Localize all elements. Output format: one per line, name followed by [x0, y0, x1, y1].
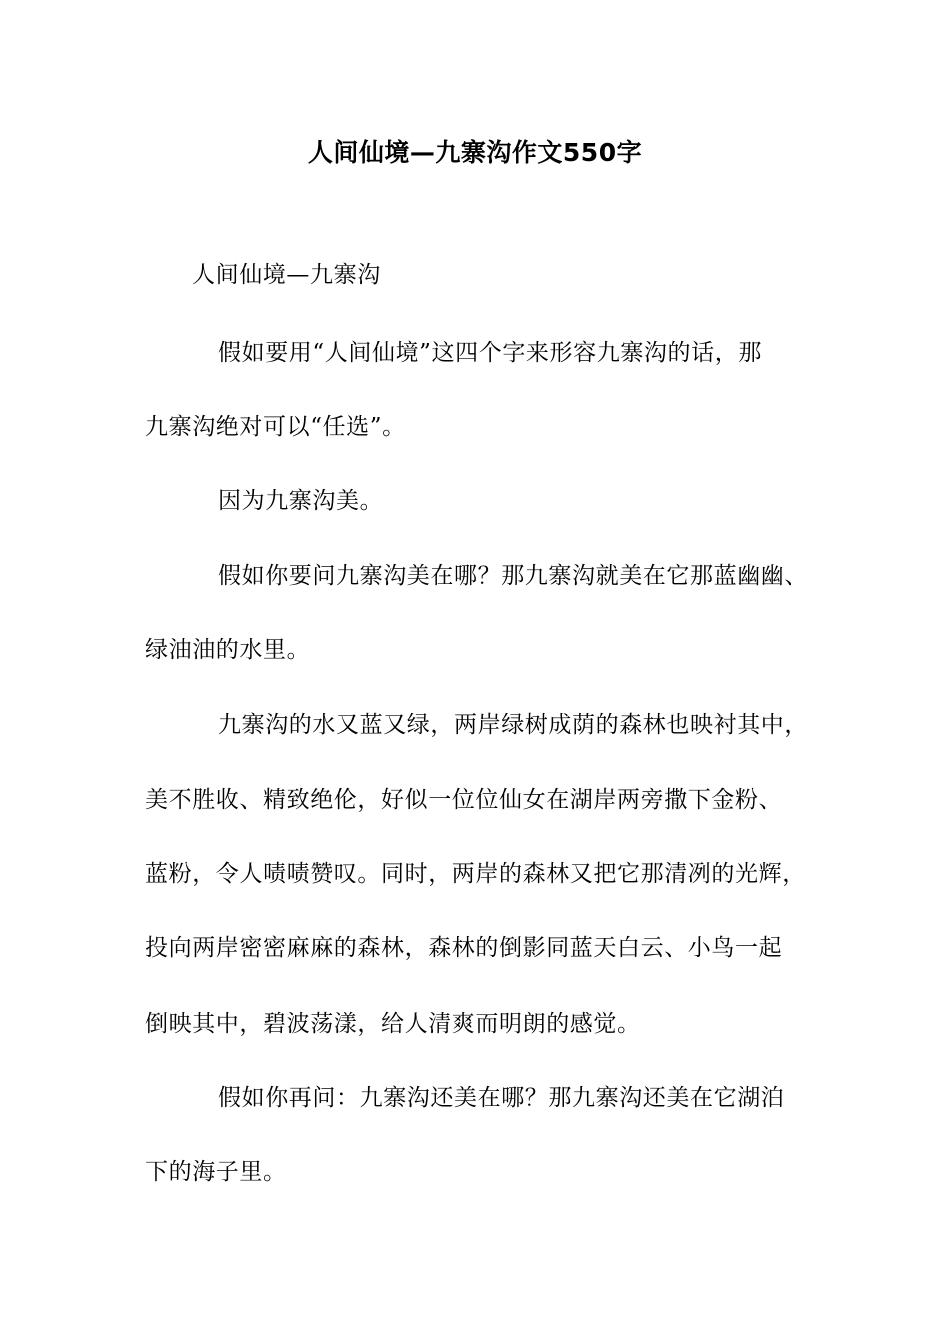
- paragraph-line: 绿油油的水里。: [145, 637, 311, 663]
- paragraph-line: 因为九寨沟美。: [218, 488, 384, 514]
- paragraph-line: 倒映其中，碧波荡漾，给人清爽而明朗的感觉。: [145, 1011, 641, 1037]
- essay-subtitle: 人间仙境—九寨沟: [192, 262, 381, 288]
- paragraph-line: 假如要用“人间仙境”这四个字来形容九寨沟的话，那: [218, 340, 762, 366]
- paragraph-line: 假如你再问：九寨沟还美在哪？那九寨沟还美在它湖泊: [218, 1085, 785, 1111]
- paragraph-line: 九寨沟的水又蓝又绿，两岸绿树成荫的森林也映衬其中，: [218, 712, 808, 738]
- paragraph-line: 蓝粉，令人啧啧赞叹。同时，两岸的森林又把它那清冽的光辉，: [145, 861, 806, 887]
- page-title: 人间仙境—九寨沟作文550字: [307, 138, 643, 167]
- paragraph-line: 九寨沟绝对可以“任选”。: [145, 414, 406, 440]
- paragraph-line: 假如你要问九寨沟美在哪？那九寨沟就美在它那蓝幽幽、: [218, 563, 808, 589]
- paragraph-line: 投向两岸密密麻麻的森林，森林的倒影同蓝天白云、小鸟一起: [145, 935, 783, 961]
- paragraph-line: 下的海子里。: [145, 1159, 287, 1185]
- paragraph-line: 美不胜收、精致绝伦，好似一位位仙女在湖岸两旁撒下金粉、: [145, 787, 783, 813]
